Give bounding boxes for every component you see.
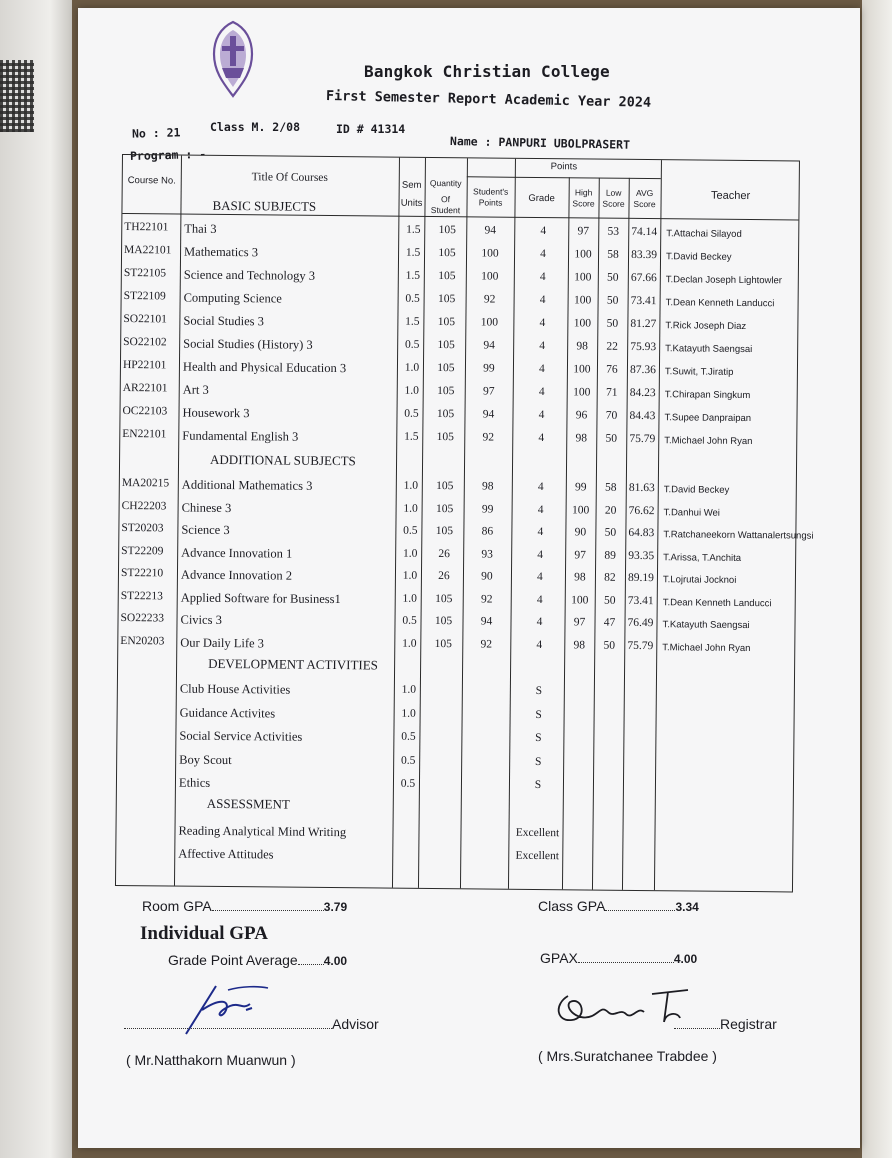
student-name: Name : PANPURI UBOLPRASERT [449, 134, 631, 152]
course-low-score: 50 [603, 594, 616, 607]
course-points: 94 [480, 615, 493, 628]
course-units: 0.5 [404, 407, 419, 420]
activity-title: Guidance Activites [179, 705, 276, 720]
course-low-score: 50 [606, 317, 619, 330]
course-high-score: 100 [574, 271, 592, 284]
course-points: 92 [480, 637, 493, 651]
course-avg-score: 76.49 [627, 616, 654, 630]
course-units: 0.5 [402, 614, 417, 627]
course-title: Additional Mathematics 3 [181, 477, 313, 493]
course-title: Civics 3 [180, 612, 222, 627]
course-quantity: 105 [436, 431, 454, 444]
header-low-score: Low Score [602, 187, 625, 209]
gpa-value: 4.00 [323, 954, 348, 968]
school-crest-icon [210, 20, 256, 98]
course-grade: 4 [537, 548, 544, 561]
course-teacher: T.Lojrutai Jocknoi [662, 574, 737, 586]
course-low-score: 22 [606, 340, 618, 353]
course-units: 1.5 [404, 430, 419, 443]
course-grade: 4 [537, 571, 543, 584]
right-page-edge [862, 0, 892, 1158]
course-grade: 4 [538, 386, 545, 399]
course-low-score: 71 [605, 386, 618, 399]
program-label: Program : - [129, 147, 207, 163]
report-title: First Semester Report Academic Year 2024 [325, 88, 652, 111]
course-code: SO22102 [123, 336, 167, 349]
course-code: ST22105 [123, 267, 167, 280]
course-quantity: 26 [438, 570, 450, 583]
course-quantity: 105 [436, 408, 455, 421]
header-course-no: Course No. [127, 175, 176, 187]
activity-units: 1.0 [401, 707, 416, 720]
class-gpa-row [538, 898, 699, 914]
course-high-score: 100 [573, 363, 591, 376]
report-document [118, 18, 838, 1138]
course-high-score: 100 [573, 294, 592, 307]
course-low-score: 20 [604, 504, 617, 517]
activity-grade: S [535, 684, 543, 698]
course-high-score: 99 [575, 481, 587, 494]
student-id: ID # 41314 [336, 122, 406, 136]
registrar-line [674, 1016, 777, 1032]
course-units: 0.5 [404, 338, 420, 351]
course-grade: 4 [538, 409, 545, 422]
header-teacher: Teacher [710, 189, 751, 203]
course-avg-score: 81.27 [630, 317, 657, 331]
course-code: ST22213 [120, 589, 163, 602]
assessment-grade: Excellent [515, 849, 560, 863]
header-high-score: High Score [572, 187, 595, 209]
report-sheet [78, 8, 860, 1148]
course-code: ST22109 [123, 290, 166, 303]
course-grade: 4 [537, 526, 544, 539]
advisor-signature [172, 980, 282, 1044]
header-sem: Sem [401, 179, 422, 191]
room-gpa-row [142, 898, 347, 914]
course-low-score: 47 [603, 616, 616, 629]
course-avg-score: 81.63 [628, 481, 655, 495]
course-high-score: 98 [575, 432, 588, 445]
advisor-name: ( Mr.Natthakorn Muanwun ) [126, 1052, 296, 1068]
section-additional-subjects: ADDITIONAL SUBJECTS [210, 451, 356, 469]
course-grade: 4 [537, 503, 544, 516]
course-title: Thai 3 [184, 221, 217, 236]
header-units: Units [400, 197, 423, 209]
course-points: 98 [482, 480, 494, 493]
course-quantity: 105 [437, 316, 456, 329]
course-high-score: 98 [574, 571, 586, 584]
course-units: 0.5 [405, 292, 420, 305]
header-students-points: Student's Points [473, 186, 509, 208]
course-avg-score: 67.66 [630, 271, 657, 285]
course-code: TH22101 [124, 221, 169, 234]
course-teacher: T.Rick Joseph Diaz [665, 320, 747, 332]
course-units: 1.0 [403, 479, 419, 492]
course-units: 1.5 [405, 269, 421, 282]
section-assessment: ASSESSMENT [206, 795, 290, 812]
course-low-score: 50 [604, 526, 617, 539]
course-code: ST22210 [120, 567, 164, 580]
course-teacher: T.Supee Danpraipan [664, 412, 752, 425]
course-quantity: 105 [437, 339, 455, 352]
course-points: 92 [482, 431, 495, 444]
activity-title: Ethics [178, 775, 211, 790]
gpax-row [540, 950, 697, 966]
course-points: 93 [481, 547, 493, 561]
course-code: EN22101 [122, 428, 167, 441]
student-number: No : 21 [131, 125, 181, 141]
course-title: Art 3 [182, 382, 209, 397]
course-code: EN20203 [120, 634, 165, 647]
course-teacher: T.Arissa, T.Anchita [663, 551, 742, 564]
course-title: Chinese 3 [181, 500, 232, 515]
header-avg-score: AVG Score [633, 187, 656, 210]
course-teacher: T.Katayuth Saengsai [665, 343, 753, 356]
course-low-score: 58 [605, 481, 617, 494]
course-high-score: 100 [573, 317, 592, 330]
course-quantity: 105 [434, 615, 453, 628]
course-avg-score: 84.43 [629, 409, 656, 423]
course-points: 92 [483, 293, 496, 306]
activity-grade: S [535, 708, 542, 721]
school-name: Bangkok Christian College [364, 62, 610, 81]
course-avg-score: 89.19 [627, 571, 654, 585]
course-title: Our Daily Life 3 [180, 635, 265, 650]
course-quantity: 105 [438, 270, 456, 283]
course-grade: 4 [537, 481, 544, 494]
course-units: 1.5 [406, 223, 421, 236]
course-units: 1.5 [405, 315, 420, 328]
course-grade: 4 [540, 248, 546, 261]
advisor-line [124, 1016, 379, 1032]
assessment-title: Affective Attitudes [178, 846, 274, 862]
course-high-score: 100 [571, 503, 590, 517]
course-quantity: 105 [438, 224, 456, 237]
activity-units: 0.5 [400, 777, 416, 790]
activity-units: 0.5 [401, 730, 416, 743]
course-units: 1.0 [403, 502, 418, 515]
course-high-score: 100 [573, 386, 591, 399]
qr-code-fragment [0, 60, 34, 132]
course-avg-score: 74.14 [631, 225, 658, 239]
course-avg-score: 75.79 [627, 639, 654, 652]
course-title: Mathematics 3 [183, 244, 259, 260]
activity-grade: S [535, 731, 542, 745]
course-avg-score: 87.36 [629, 363, 656, 377]
course-teacher: T.Katayuth Saengsai [662, 619, 750, 632]
course-teacher: T.Declan Joseph Lightowler [665, 274, 783, 287]
course-teacher: T.Suwit, T.Jiratip [664, 366, 734, 378]
room-gpa-label: Room GPA [142, 898, 212, 914]
course-title: Fundamental English 3 [182, 428, 299, 444]
course-low-score: 50 [605, 432, 618, 445]
course-quantity: 105 [438, 247, 456, 260]
course-high-score: 100 [574, 248, 592, 261]
course-teacher: T.Attachai Silayod [666, 228, 742, 240]
course-high-score: 90 [574, 526, 587, 539]
course-title: Advance Innovation 2 [180, 567, 293, 583]
gpax-value: 4.00 [673, 952, 698, 966]
course-units: 1.0 [404, 384, 419, 397]
course-high-score: 98 [573, 638, 586, 651]
header-title: Title Of Courses [251, 171, 328, 184]
section-basic-subjects: BASIC SUBJECTS [212, 197, 317, 214]
course-quantity: 26 [438, 547, 450, 560]
activity-units: 1.0 [401, 683, 417, 696]
course-quantity: 105 [435, 525, 454, 538]
course-code: HP22101 [122, 359, 167, 372]
registrar-name: ( Mrs.Suratchanee Trabdee ) [538, 1048, 717, 1064]
course-teacher: T.Chirapan Singkum [664, 389, 751, 402]
course-title: Science and Technology 3 [183, 267, 316, 283]
header-of-student: Of Student [430, 194, 461, 216]
course-title: Science 3 [181, 522, 230, 538]
course-low-score: 58 [607, 248, 619, 261]
course-teacher: T.Dean Kenneth Landucci [662, 596, 772, 609]
course-avg-score: 83.39 [631, 248, 658, 262]
activity-grade: S [534, 755, 542, 768]
course-teacher: T.David Beckey [663, 484, 730, 496]
course-grade: 4 [536, 616, 543, 629]
class-gpa-label: Class GPA [538, 898, 606, 914]
course-grade: 4 [539, 340, 546, 353]
course-grade: 4 [539, 271, 546, 284]
course-avg-score: 84.23 [629, 386, 656, 400]
course-code: MA22101 [124, 244, 172, 257]
activity-title: Social Service Activities [179, 728, 303, 744]
course-avg-score: 76.62 [628, 504, 655, 517]
course-title: Housework 3 [182, 405, 250, 421]
course-teacher: T.Danhui Wei [663, 506, 720, 519]
course-code: ST20203 [121, 522, 164, 535]
header-grade: Grade [528, 192, 555, 205]
course-units: 1.0 [402, 569, 418, 582]
activity-title: Boy Scout [179, 752, 232, 767]
student-class: Class M. 2/08 [210, 120, 301, 134]
registrar-label: Registrar [720, 1016, 777, 1032]
course-points: 100 [480, 316, 499, 329]
course-teacher: T.David Beckey [665, 251, 732, 263]
header-points: Points [550, 161, 578, 173]
course-points: 97 [482, 385, 495, 398]
individual-gpa-heading: Individual GPA [140, 923, 268, 944]
course-low-score: 76 [606, 363, 618, 376]
course-low-score: 70 [605, 409, 618, 422]
activity-units: 0.5 [400, 754, 416, 767]
course-points: 100 [481, 270, 499, 283]
course-title: Social Studies 3 [183, 313, 265, 329]
course-grade: 4 [536, 593, 543, 606]
course-low-score: 82 [604, 571, 616, 584]
course-units: 1.0 [404, 361, 420, 374]
course-low-score: 50 [607, 271, 619, 284]
course-points: 99 [481, 502, 494, 516]
course-low-score: 89 [604, 549, 616, 562]
activity-grade: S [534, 778, 542, 792]
course-teacher: T.Dean Kenneth Landucci [665, 297, 775, 310]
course-title: Social Studies (History) 3 [183, 336, 313, 352]
course-quantity: 105 [435, 502, 454, 515]
course-high-score: 98 [576, 340, 588, 353]
course-title: Advance Innovation 1 [181, 545, 293, 561]
course-low-score: 50 [606, 294, 619, 307]
course-avg-score: 93.35 [628, 549, 655, 562]
course-quantity: 105 [435, 592, 453, 605]
left-page-edge [0, 0, 72, 1158]
room-gpa-value: 3.79 [323, 900, 348, 914]
course-units: 1.0 [402, 592, 417, 605]
section-development-activities: DEVELOPMENT ACTIVITIES [208, 655, 379, 673]
course-units: 1.5 [405, 246, 421, 259]
course-high-score: 100 [571, 593, 589, 606]
course-points: 94 [483, 339, 495, 352]
class-gpa-value: 3.34 [675, 900, 699, 914]
course-code: AR22101 [122, 382, 168, 395]
course-teacher: T.Michael John Ryan [662, 641, 751, 654]
course-quantity: 105 [436, 480, 454, 493]
course-quantity: 105 [437, 385, 455, 398]
gpa-label: Grade Point Average [168, 952, 298, 968]
course-title: Applied Software for Business1 [180, 590, 341, 606]
course-points: 86 [481, 525, 494, 538]
course-teacher: T.Ratchaneekorn Wattanalertsungsi [663, 529, 814, 542]
gpax-label: GPAX [540, 950, 578, 966]
course-points: 90 [481, 570, 493, 583]
course-quantity: 105 [437, 362, 455, 375]
course-low-score: 53 [607, 225, 620, 238]
course-avg-score: 73.41 [627, 594, 654, 607]
course-code: SO22233 [120, 612, 165, 625]
assessment-grade: Excellent [515, 826, 560, 840]
course-code: OC22103 [122, 405, 168, 418]
course-code: CH22203 [121, 499, 167, 512]
course-quantity: 105 [434, 637, 452, 650]
course-code: ST22209 [121, 544, 164, 557]
course-title: Health and Physical Education 3 [182, 359, 347, 376]
course-high-score: 96 [575, 409, 588, 422]
gpa-row [168, 952, 347, 968]
course-avg-score: 64.83 [628, 526, 655, 540]
course-teacher: T.Michael John Ryan [664, 435, 753, 448]
course-quantity: 105 [437, 293, 456, 306]
course-units: 0.5 [403, 524, 418, 537]
course-points: 99 [483, 362, 495, 375]
course-grade: 4 [538, 432, 545, 445]
header-quantity: Quantity [429, 177, 462, 189]
course-high-score: 97 [573, 616, 586, 629]
course-points: 94 [484, 224, 497, 237]
course-points: 100 [481, 247, 499, 260]
course-grade: 4 [539, 363, 545, 376]
grades-table [115, 154, 814, 892]
course-grade: 4 [540, 225, 547, 238]
course-title: Computing Science [183, 290, 282, 306]
course-avg-score: 75.93 [630, 340, 657, 354]
course-avg-score: 75.79 [629, 432, 656, 446]
course-high-score: 97 [577, 225, 590, 238]
course-points: 92 [480, 592, 493, 606]
assessment-title: Reading Analytical Mind Writing [178, 823, 347, 840]
course-avg-score: 73.41 [630, 294, 657, 308]
course-low-score: 50 [603, 639, 616, 652]
course-code: SO22101 [123, 313, 167, 326]
course-points: 94 [482, 408, 495, 421]
activity-title: Club House Activities [179, 681, 291, 697]
course-grade: 4 [536, 638, 543, 651]
course-units: 1.0 [402, 637, 417, 650]
advisor-label: Advisor [332, 1016, 379, 1032]
course-units: 1.0 [402, 547, 418, 560]
course-code: MA20215 [121, 477, 170, 490]
course-high-score: 97 [574, 548, 586, 561]
course-grade: 4 [539, 317, 546, 330]
course-grade: 4 [539, 294, 546, 307]
